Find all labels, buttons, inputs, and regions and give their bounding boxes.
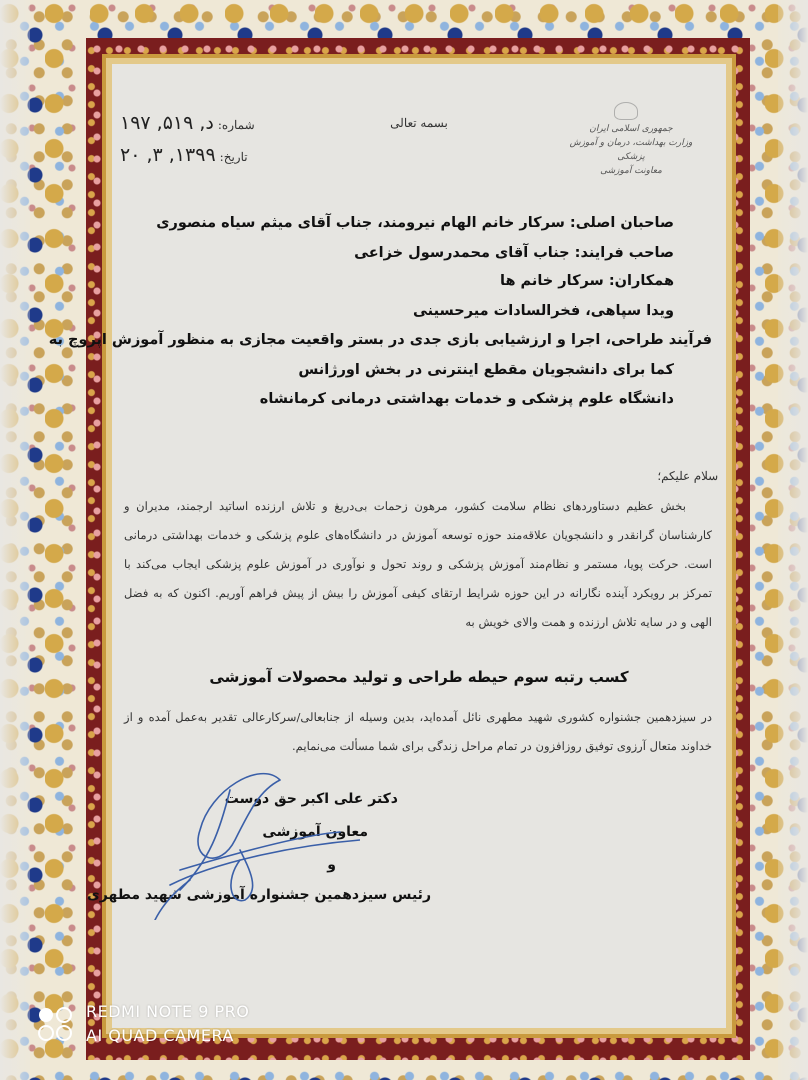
- signatory-name: دکتر علی اکبر حق دوست: [224, 791, 398, 807]
- greeting: سلام علیکم؛: [657, 469, 718, 483]
- collaborators-names: ویدا سپاهی، فخرالسادات میرحسینی: [413, 303, 674, 319]
- process-owner-line: صاحب فرایند: جناب آقای محمدرسول خزاعی: [354, 245, 674, 261]
- body-paragraph-2: در سیزدهمین جشنواره کشوری شهید مطهری نائل آمده‌اید، بدین وسیله از جنابعالی/سرکارعالی تقدیر به‌عمل آمده و از خداوند متعال آرزوی توفیق روزافزون در تمام مراحل زندگی برای شما مسألت می‌نمایم.: [124, 710, 712, 753]
- signatory-conjunction: و: [327, 857, 336, 873]
- project-title-line-2: کما برای دانشجویان مقطع اینترنی در بخش اورژانس: [298, 362, 674, 378]
- number-value: د, ۵۱۹, ۱۹۷: [120, 112, 214, 134]
- main-owners-line: صاحبان اصلی: سرکار خانم الهام نیرومند، جناب آقای میثم سیاه منصوری: [156, 215, 674, 231]
- number-label: شماره:: [217, 118, 255, 132]
- signatory-role-1: معاون آموزشی: [262, 824, 368, 840]
- border-edge-right: [778, 0, 808, 1080]
- body-paragraph-1: بخش عظیم دستاوردهای نظام سلامت کشور، مرهون زحمات بی‌دریغ و تلاش ارزنده اساتید ارجمند، مدیران و کارشناسان گرانقدر و دانشجویان علاقه‌مند حوزه توسعه آموزش در دانشگاه‌های علوم پزشکی و خدمات بهداشتی درمانی است. حرکت پویا، مستمر و نظام‌مند آموزش پزشکی و روند تحول و نوآوری در آموزش علوم پزشکی ایجاب می‌کند با تمرکز بر رویکرد آینده نگارانه در این حوزه شرایط ارتقای کیفی آموزش را بیش از پیش فراهم آوریم. اکنون که به فضل الهی و در سایه تلاش ارزنده و همت والای خویش به: [124, 499, 712, 629]
- date-label: تاریخ:: [219, 150, 248, 164]
- letter-date: [120, 144, 248, 166]
- letterhead-line-1: جمهوری اسلامی ایران: [589, 124, 673, 134]
- watermark-device: REDMI NOTE 9 PRO: [86, 1002, 250, 1021]
- signatory-role-2: رئیس سیزدهمین جشنواره آموزشی شهید مطهری: [86, 887, 431, 903]
- award-title: کسب رتبه سوم حیطه طراحی و تولید محصولات آموزشی: [209, 668, 629, 686]
- camera-lens-icon: [36, 1004, 76, 1044]
- watermark-camera: AI QUAD CAMERA: [86, 1026, 234, 1045]
- ministry-letterhead: [566, 122, 696, 178]
- university-line: دانشگاه علوم پزشکی و خدمات بهداشتی درمانی کرمانشاه: [259, 391, 674, 407]
- handwritten-signature: [60, 720, 360, 920]
- camera-watermark: [36, 1000, 249, 1048]
- letter-number: [120, 112, 255, 134]
- project-title-line-1: فرآیند طراحی، اجرا و ارزشیابی بازی جدی در بستر واقعیت مجازی به منظور آموزش اپروچ به: [48, 332, 712, 348]
- border-edge-left: [0, 0, 30, 1080]
- bismillah-heading: بسمه تعالی: [390, 116, 448, 130]
- letterhead-line-3: معاونت آموزشی: [600, 166, 662, 176]
- letterhead-line-2: وزارت بهداشت، درمان و آموزش پزشکی: [569, 138, 693, 162]
- collaborators-line: همکاران: سرکار خانم ها: [500, 273, 674, 289]
- date-value: ۱۳۹۹, ۳, ۲۰: [120, 144, 216, 166]
